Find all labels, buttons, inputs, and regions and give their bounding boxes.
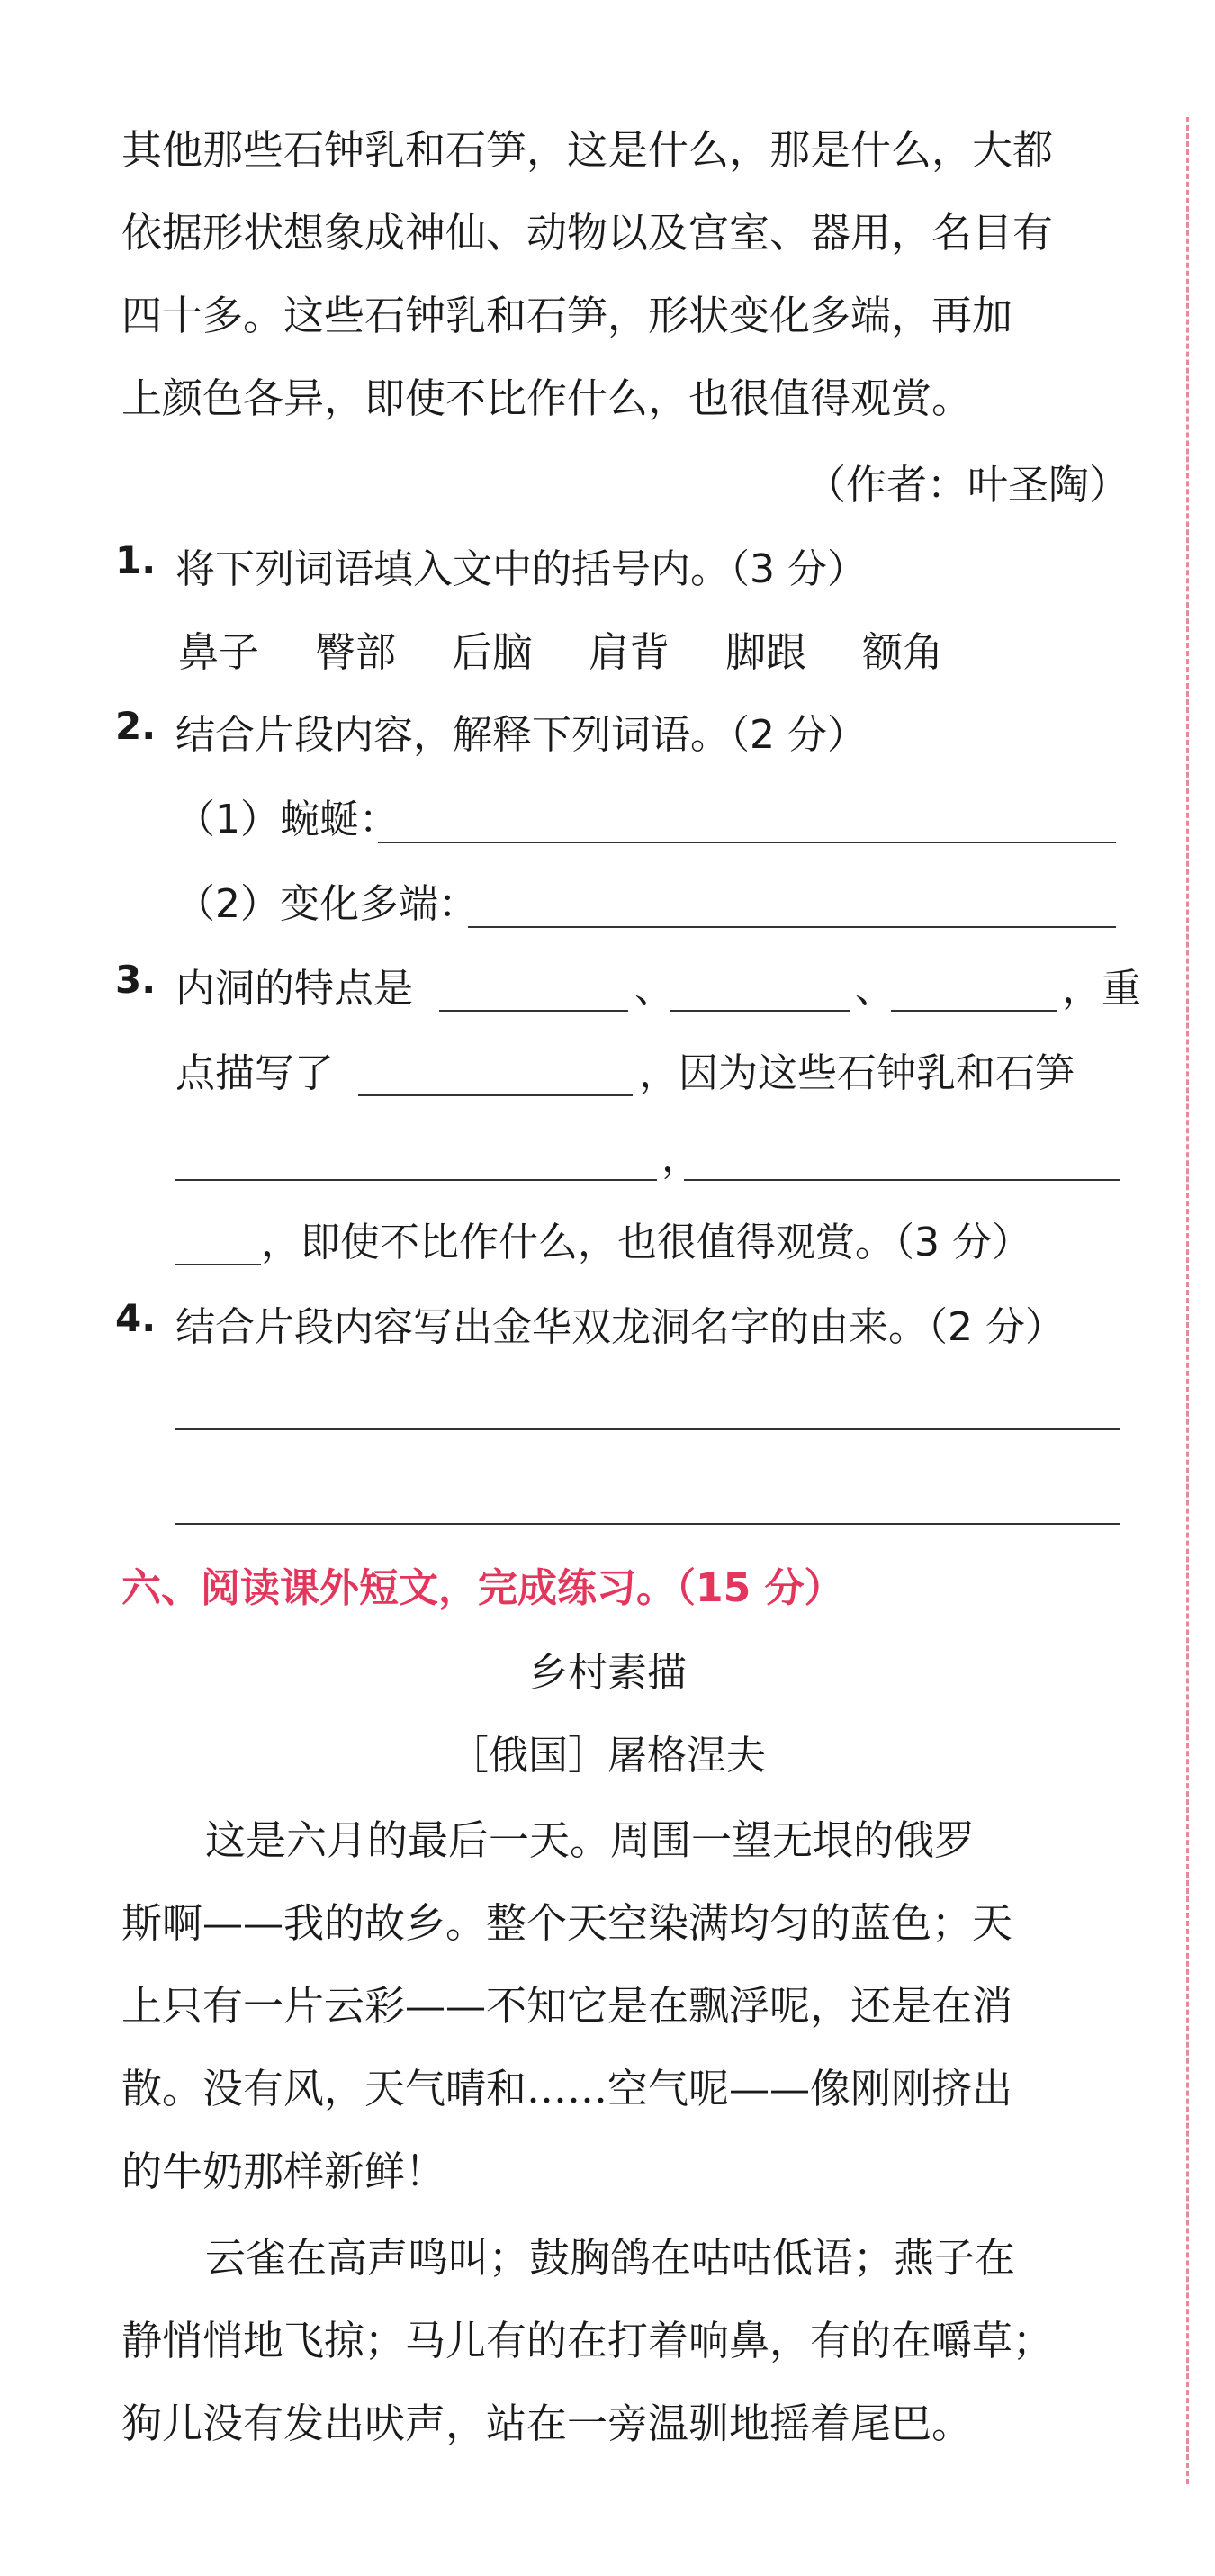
story-line: 狗儿没有发出吠声，站在一旁温驯地摇着尾巴。 [122, 2400, 973, 2447]
word-bank-item: 鼻子 [178, 628, 260, 676]
story-author: ［俄国］屠格涅夫 [449, 1733, 766, 1779]
story-line: 这是六月的最后一天。周围一望无垠的俄罗 [205, 1816, 976, 1864]
passage-line-3: 四十多。这些石钟乳和石笋，形状变化多端，再加 [122, 292, 1013, 339]
question-2-text: 结合片段内容，解释下列词语。（2 分） [176, 712, 867, 758]
question-2-number: 2. [115, 704, 157, 748]
word-bank [178, 619, 999, 678]
story-title: 乡村素描 [528, 1650, 687, 1696]
story-line: 云雀在高声鸣叫；鼓胸鸽在咕咕低语；燕子在 [205, 2234, 1016, 2282]
answer-blank-3-2[interactable] [670, 1010, 850, 1012]
question-3-line-1-suffix: ，重 [1062, 966, 1141, 1012]
question-4-number: 4. [115, 1296, 157, 1340]
passage-line-1: 其他那些石钟乳和石笋，这是什么，那是什么，大都 [122, 126, 1054, 174]
question-2-item-2: （2）变化多端： [176, 881, 478, 927]
question-3-number: 3. [115, 958, 157, 1002]
author-credit: （作者：叶圣陶） [806, 461, 1130, 509]
story-line: 的牛奶那样新鲜！ [122, 2148, 446, 2195]
answer-blank-3-1[interactable] [439, 1010, 628, 1012]
story-line: 上只有一片云彩——不知它是在飘浮呢，还是在消 [122, 1982, 1013, 2030]
cut-line-divider [1186, 117, 1189, 2484]
question-2-item-1: （1）蜿蜒： [176, 797, 399, 842]
separator: 、 [855, 966, 895, 1012]
answer-blank-3-6[interactable] [684, 1179, 1120, 1181]
section-6-heading: 六、阅读课外短文，完成练习。（15 分） [122, 1565, 844, 1611]
word-bank-item: 臀部 [315, 628, 397, 676]
answer-blank-3-4[interactable] [358, 1094, 633, 1096]
word-bank-item: 额角 [862, 628, 944, 676]
question-3-line-2-suffix: ，因为这些石钟乳和石笋 [639, 1050, 1075, 1096]
story-line: 静悄悄地飞掠；马儿有的在打着响鼻，有的在嚼草； [122, 2317, 1054, 2364]
word-bank-item: 肩背 [589, 628, 670, 676]
question-1-text: 将下列词语填入文中的括号内。（3 分） [176, 546, 867, 592]
story-line: 斯啊——我的故乡。整个天空染满均匀的蓝色；天 [122, 1899, 1013, 1947]
answer-line-2-1[interactable] [378, 842, 1116, 843]
word-bank-item: 脚跟 [725, 628, 807, 676]
answer-blank-3-7[interactable] [176, 1264, 261, 1265]
answer-blank-3-3[interactable] [891, 1010, 1058, 1012]
answer-line-2-2[interactable] [468, 926, 1116, 928]
answer-line-4-2[interactable] [176, 1523, 1120, 1525]
question-4-text: 结合片段内容写出金华双龙洞名字的由来。（2 分） [176, 1304, 1065, 1350]
separator: ， [662, 1135, 701, 1181]
question-1-number: 1. [115, 538, 157, 582]
question-3-line-1-prefix: 内洞的特点是 [176, 966, 413, 1012]
question-3-line-4-suffix: ，即使不比作什么，也很值得观赏。（3 分） [261, 1220, 1031, 1265]
question-3-line-2-prefix: 点描写了 [176, 1050, 334, 1096]
passage-line-4: 上颜色各异，即使不比作什么，也很值得观赏。 [122, 374, 973, 422]
story-line: 散。没有风，天气晴和……空气呢——像刚刚挤出 [122, 2065, 1013, 2112]
answer-line-4-1[interactable] [176, 1428, 1120, 1430]
word-bank-item: 后脑 [452, 628, 534, 676]
passage-line-2: 依据形状想象成神仙、动物以及宫室、器用，名目有 [122, 209, 1054, 257]
separator: 、 [634, 966, 674, 1012]
answer-blank-3-5[interactable] [176, 1179, 657, 1181]
